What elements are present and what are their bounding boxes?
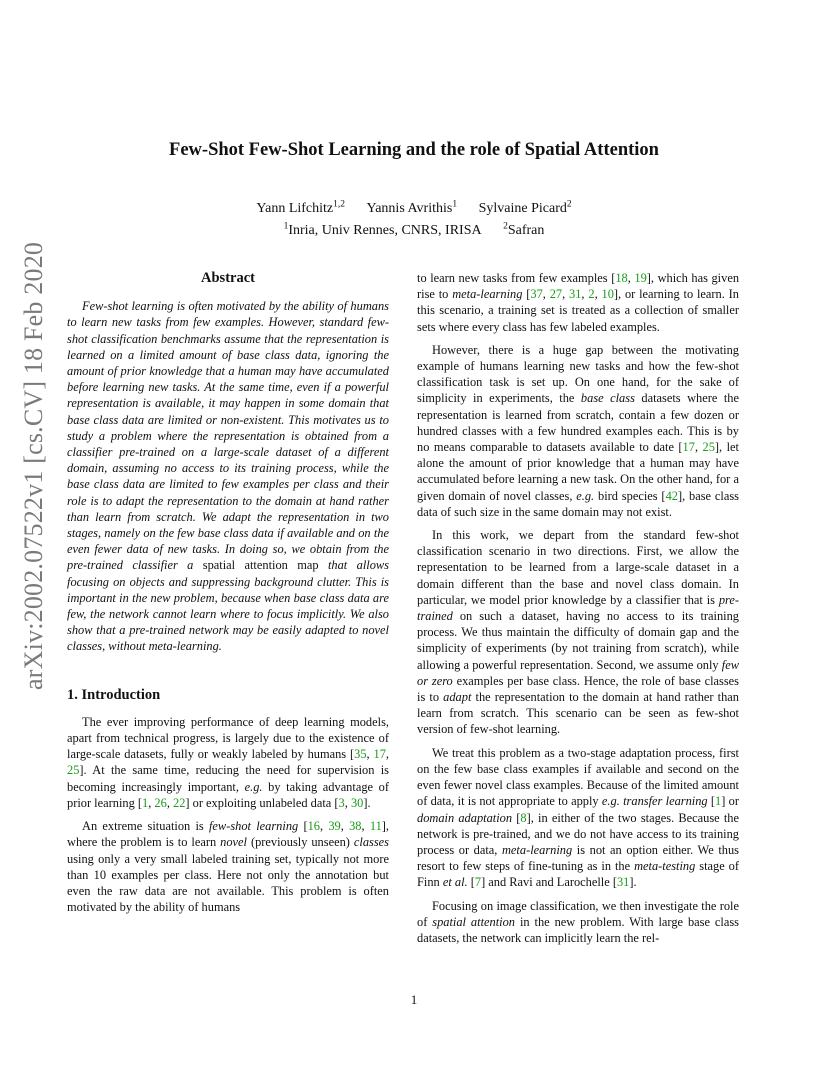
abstract-heading: Abstract — [201, 270, 255, 286]
citation-link[interactable]: 25 — [702, 440, 715, 455]
author-affiliation-mark: 1 — [452, 199, 458, 209]
citation-link[interactable]: 18 — [615, 271, 628, 285]
author — [479, 201, 572, 216]
left-column — [67, 270, 389, 922]
author-name: Yannis Avrithis — [366, 200, 453, 216]
citation-link[interactable]: 16 — [307, 819, 320, 834]
author — [367, 201, 458, 216]
author-block — [0, 195, 828, 240]
body-paragraph: to learn new tasks from few examples [18, 19], which has given rise to meta-learning [37, 27, 31, 2, 10], or learning to learn. In this scenario, a training set is treated as a collection of smaller sets where every class has few labeled examples. — [417, 271, 740, 334]
affiliation — [503, 223, 544, 238]
citation-link[interactable]: 17 — [682, 440, 695, 455]
citation-link[interactable]: 3 — [338, 795, 345, 810]
citation-link[interactable]: 10 — [601, 287, 614, 302]
abstract-paragraph: Few-shot learning is often motivated by the ability of humans to learn new tasks from few examples. However, standard few-shot classification benchmarks assume that the representation is learned on a limited amount of base class data, ignoring the amount of prior knowledge that a human may have accumulated before learning new tasks. At the same time, even if a powerful representation is available, it may happen in some domain that base class data are limited or non-existent. This motivates us to study a problem where the representation is obtained from a classifier pre-trained on a large-scale dataset of a different domain, assuming no access to its training process, while the base class data are limited to few examples per class and their role is to adapt the representation to the domain at hand rather than learn from scratch. We adapt the representation in two stages, namely on the few base class data if available and on the even fewer data of new tasks. In doing so, we obtain from the pre-trained classifier a spatial attention map that allows focusing on objects and suppressing background clutter. This is important in the new problem, because when base class data are few, the network cannot learn where to focus implicitly. We also show that a pre-trained network may be easily adapted to novel classes, without meta-learning. — [67, 299, 389, 654]
body-paragraph: We treat this problem as a two-stage adaptation process, first on the few base class examples if available and second on the even fewer novel class examples. Because of the limited amount of data, it is not appropriate to apply e.g. transfer learning [1] or domain adaptation [8], in either of the two stages. Because the network is pre-trained, and we do not have access to its training process or data, meta-learning is not an option either. We thus resort to few steps of fine-tuning as in the meta-testing stage of Finn et al. [7] and Ravi and Larochelle [31]. — [417, 745, 739, 890]
citation-link[interactable]: 37 — [530, 287, 543, 302]
citation-link[interactable]: 25 — [67, 763, 80, 778]
citation-link[interactable]: 1 — [715, 794, 722, 809]
affiliation-mark: 2 — [503, 221, 508, 232]
citation-link[interactable]: 2 — [588, 287, 595, 302]
author-name: Sylvaine Picard — [478, 200, 567, 216]
affiliation-text: Inria, Univ Rennes, CNRS, IRISA — [288, 223, 482, 239]
citation-link[interactable]: 31 — [616, 875, 630, 890]
citation-link[interactable]: 35 — [354, 747, 367, 762]
section-heading-introduction: 1. Introduction — [67, 686, 161, 703]
citation-link[interactable]: 39 — [328, 819, 341, 834]
citation-link[interactable]: 31 — [569, 287, 582, 302]
citation-link[interactable]: 7 — [474, 875, 482, 890]
author-list — [0, 195, 828, 218]
author-affiliation-mark: 2 — [566, 199, 572, 209]
citation-link[interactable]: 30 — [350, 795, 364, 810]
body-paragraph: Focusing on image classification, we then investigate the role of spatial attention in the new problem. With large base class datasets, the network can implicitly learn the rel- — [417, 898, 739, 945]
paper-title: Few-Shot Few-Shot Learning and the role of Spatial Attention — [169, 140, 659, 160]
citation-link[interactable]: 38 — [349, 819, 362, 834]
affiliation-mark: 1 — [283, 221, 289, 232]
citation-link[interactable]: 26 — [154, 795, 167, 810]
body-paragraph: However, there is a huge gap between the motivating example of humans learning new tasks and how the few-shot classification task is set up. On one hand, for the sake of simplicity in experiments, the base class datasets where the representation is learned from scratch, contain a few dozen or hundred classes with a few hundred examples each. This is by no means comparable to datasets available to date [17, 25], let alone the amount of prior knowledge that a human may have accumulated before learning a new task. On the other hand, for a given domain of novel classes, e.g. bird species [42], base class data of such size in the same domain may not exist. — [417, 342, 739, 519]
author-affiliation-mark: 1,2 — [333, 199, 345, 209]
citation-link[interactable]: 19 — [634, 271, 647, 285]
page-number: 1 — [410, 992, 418, 1007]
citation-link[interactable]: 22 — [173, 795, 186, 810]
body-paragraph: In this work, we depart from the standard few-shot classification scenario in two directions. First, we allow the representation to be learned from a large-scale dataset in a domain different than the base and novel class domain. In particular, we model prior knowledge by a classifier that is pre-trained on such a dataset, having no access to its training process. We thus maintain the difficulty of domain gap and the simplicity of experiments (by not training from scratch), while allowing a powerful representation. Second, we assume only few or zero examples per base class. Hence, the role of base classes is to adapt the representation to the domain at hand rather than learn from scratch. This scenario can be seen as few-shot version of few-shot learning. — [417, 528, 739, 737]
citation-link[interactable]: 1 — [142, 795, 149, 810]
intro-paragraph: An extreme situation is few-shot learning [16, 39, 38, 11], where the problem is to learn novel (previously unseen) classes using only a very small labeled training set, typically not more than 10 examples per class. Here not only the annotation but even the raw data are not available. This problem is often motivated by the ability of humans — [67, 819, 390, 915]
citation-link[interactable]: 8 — [520, 810, 527, 825]
citation-link[interactable]: 11 — [369, 819, 382, 834]
arxiv-identifier: arXiv:2002.07522v1 [cs.CV] 18 Feb 2020 — [19, 241, 48, 690]
intro-paragraph: The ever improving performance of deep learning models, apart from technical progress, is largely due to the existence of large-scale datasets, fully or weakly labeled by humans [35, 17, 25]. At the same time, reducing the need for supervision is becoming increasingly important, e.g. by taking advantage of prior learning [1, 26, 22] or exploiting unlabeled data [3, 30]. — [67, 714, 389, 810]
author-name: Yann Lifchitz — [256, 200, 334, 216]
affiliation-text: Safran — [507, 223, 545, 239]
affiliation-list — [0, 218, 828, 241]
right-column — [417, 270, 739, 953]
citation-link[interactable]: 27 — [549, 287, 563, 302]
citation-link[interactable]: 17 — [373, 747, 386, 762]
affiliation — [284, 223, 482, 238]
author — [256, 201, 345, 216]
citation-link[interactable]: 42 — [665, 488, 678, 503]
